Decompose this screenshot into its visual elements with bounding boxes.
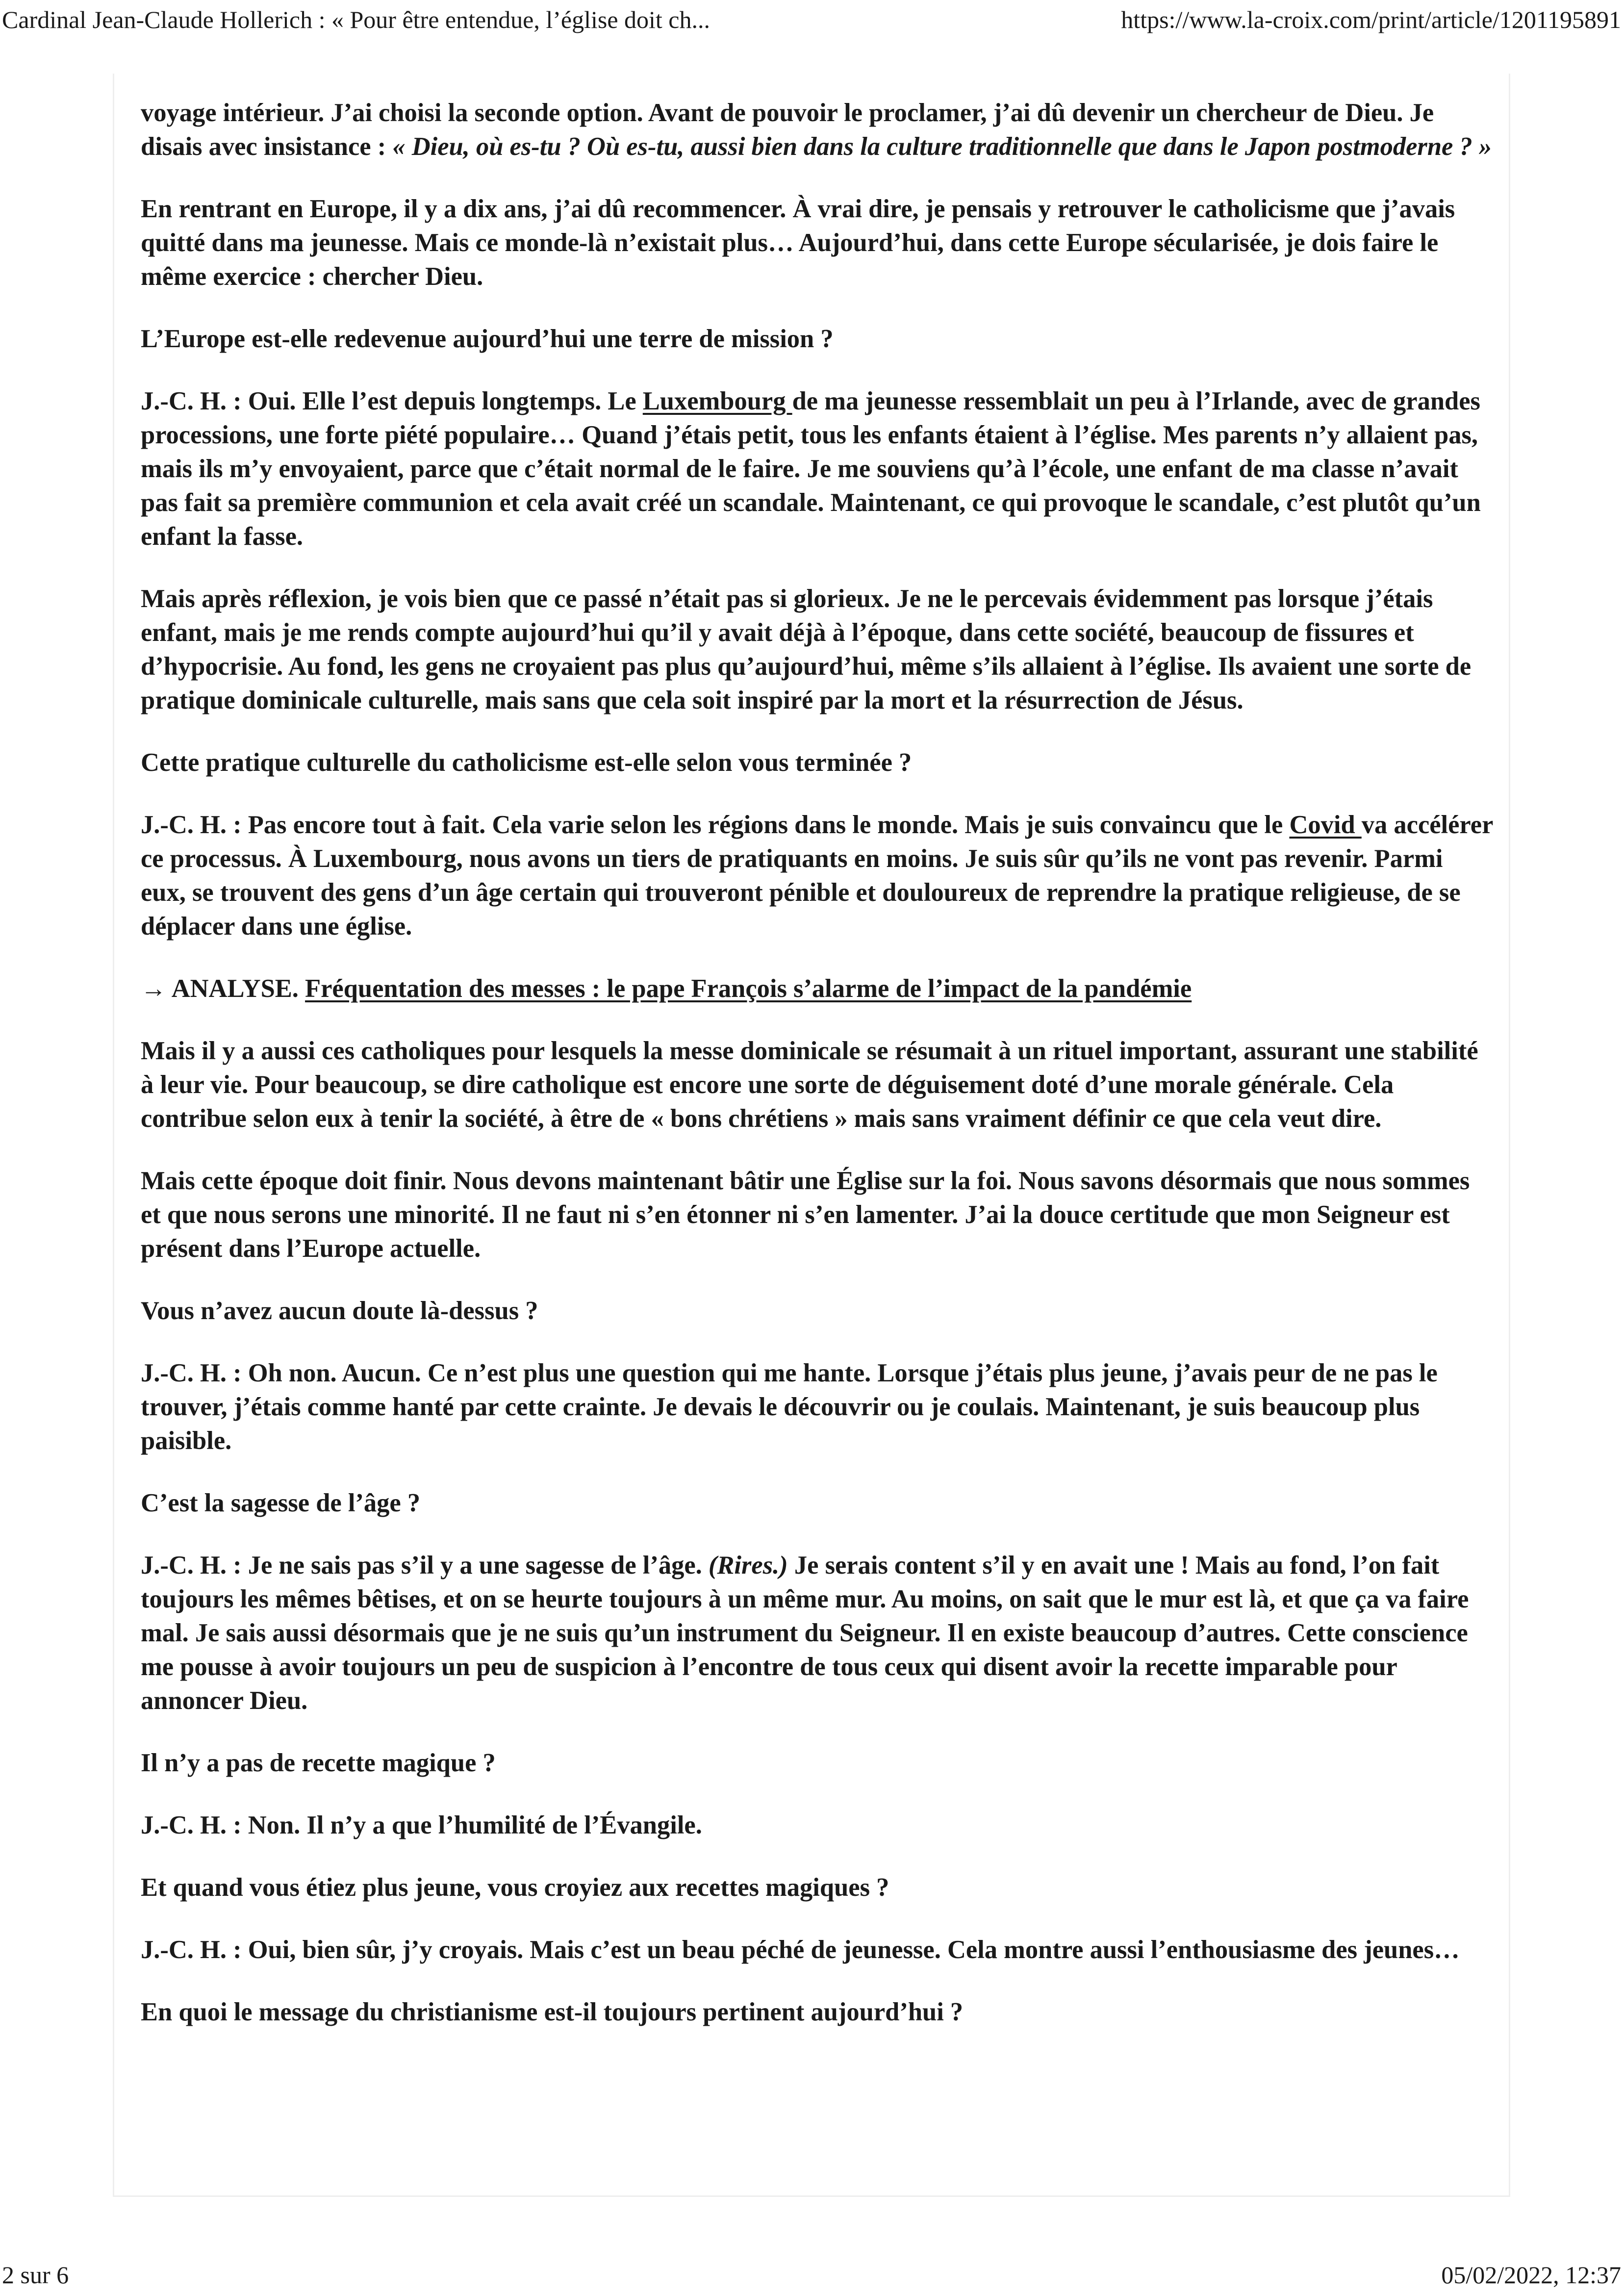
paragraph: Mais il y a aussi ces catholiques pour lesquels la messe dominicale se résumait à un rituel important, assurant une stabilité à leur vie. Pour beaucoup, se dire catholique est encore une sorte de déguisement doté d’une morale générale. Cela contribue selon eux à tenir la société, à être de « bons chrétiens » mais sans vraiment définir ce que cela veut dire.	[141, 1037, 1478, 1133]
paragraph-text: Je serais content s’il y en avait une ! Mais au fond, l’on fait toujours les mêmes bêtises, et on se heurte toujours à un même mur. Au moins, on sait que le mur est là, et que ça va faire mal. Je sais aussi désormais que je ne suis qu’un instrument du Seigneur. Il en existe beaucoup d’autres. Cette conscience me pousse à avoir toujours un peu de suspicion à l’encontre de tous ceux qui disent avoir la recette imparable pour annoncer Dieu.	[141, 1551, 1469, 1715]
interview-question: Et quand vous étiez plus jeune, vous croyiez aux recettes magiques ?	[141, 1873, 889, 1902]
article-body	[141, 96, 1494, 2058]
page-url: https://www.la-croix.com/print/article/1201195891	[1121, 6, 1621, 33]
paragraph: J.-C. H. : Oh non. Aucun. Ce n’est plus une question qui me hante. Lorsque j’étais plus jeune, j’avais peur de ne pas le trouver, j’étais comme hanté par cette crainte. Je devais le découvrir ou je coulais. Maintenant, je suis beaucoup plus paisible.	[141, 1359, 1438, 1455]
paragraph: J.-C. H. : Oui, bien sûr, j’y croyais. Mais c’est un beau péché de jeunesse. Cela montre aussi l’enthousiasme des jeunes…	[141, 1936, 1460, 1964]
paragraph	[141, 96, 1494, 164]
page-number: 2 sur 6	[2, 2261, 69, 2289]
paragraph-text: J.-C. H. : Oui. Elle l’est depuis longtemps. Le	[141, 387, 643, 415]
print-header	[0, 0, 1624, 44]
italic-quote: « Dieu, où es-tu ? Où es-tu, aussi bien dans la culture traditionnelle que dans le Japon postmoderne ? »	[392, 132, 1492, 161]
analyse-prefix: → ANALYSE.	[141, 974, 305, 1003]
interview-question: En quoi le message du christianisme est-il toujours pertinent aujourd’hui ?	[141, 1998, 964, 2026]
paragraph-text: J.-C. H. : Je ne sais pas s’il y a une sagesse de l’âge.	[141, 1551, 709, 1580]
link-analyse-article[interactable]: Fréquentation des messes : le pape François s’alarme de l’impact de la pandémie	[305, 974, 1192, 1003]
paragraph: En rentrant en Europe, il y a dix ans, j’ai dû recommencer. À vrai dire, je pensais y retrouver le catholicisme que j’avais quitté dans ma jeunesse. Mais ce monde-là n’existait plus… Aujourd’hui, dans cette Europe sécularisée, je dois faire le même exercice : chercher Dieu.	[141, 195, 1455, 291]
italic-aside: (Rires.)	[708, 1551, 788, 1580]
paragraph: J.-C. H. : Non. Il n’y a que l’humilité de l’Évangile.	[141, 1811, 702, 1839]
paragraph-text: va accélérer ce processus. À Luxembourg, nous avons un tiers de pratiquants en moins. Je suis sûr qu’ils ne vont pas revenir. Parmi eux, se trouvent des gens d’un âge certain qui trouveront pénible et douloureux de reprendre la pratique religieuse, de se déplacer dans une église.	[141, 811, 1493, 941]
analyse-paragraph	[141, 972, 1494, 1006]
paragraph-text: J.-C. H. : Pas encore tout à fait. Cela varie selon les régions dans le monde. Mais je suis convaincu que le	[141, 811, 1290, 839]
page-title: Cardinal Jean-Claude Hollerich : « Pour être entendue, l’église doit ch...	[2, 6, 710, 33]
print-footer	[0, 2256, 1624, 2294]
paragraph: Mais cette époque doit finir. Nous devons maintenant bâtir une Église sur la foi. Nous savons désormais que nous sommes et que nous serons une minorité. Il ne faut ni s’en étonner ni s’en lamenter. J’ai la douce certitude que mon Seigneur est présent dans l’Europe actuelle.	[141, 1167, 1470, 1263]
print-datetime: 05/02/2022, 12:37	[1441, 2261, 1621, 2289]
paragraph	[141, 808, 1494, 943]
interview-question: Il n’y a pas de recette magique ?	[141, 1749, 496, 1777]
link-luxembourg[interactable]: Luxembourg	[642, 387, 792, 415]
interview-question: Cette pratique culturelle du catholicisme est-elle selon vous terminée ?	[141, 748, 912, 777]
interview-question: L’Europe est-elle redevenue aujourd’hui une terre de mission ?	[141, 325, 834, 353]
paragraph-text: de ma jeunesse ressemblait un peu à l’Irlande, avec de grandes processions, une forte piété populaire… Quand j’étais petit, tous les enfants étaient à l’église. Mes parents n’y allaient pas, mais ils m’y envoyaient, parce que c’était normal de le faire. Je me souviens qu’à l’école, une enfant de ma classe n’avait pas fait sa première communion et cela avait créé un scandale. Maintenant, ce qui provoque le scandale, c’est plutôt qu’un enfant la fasse.	[141, 387, 1481, 551]
paragraph	[141, 1549, 1494, 1718]
interview-question: Vous n’avez aucun doute là-dessus ?	[141, 1297, 538, 1325]
paragraph-text: voyage intérieur. J’ai choisi la seconde option. Avant de pouvoir le proclamer, j’ai dû devenir un chercheur de Dieu. Je disais avec insistance :	[141, 99, 1434, 161]
interview-question: C’est la sagesse de l’âge ?	[141, 1489, 421, 1517]
paragraph: Mais après réflexion, je vois bien que ce passé n’était pas si glorieux. Je ne le percevais évidemment pas lorsque j’étais enfant, mais je me rends compte aujourd’hui qu’il y avait déjà à l’époque, dans cette société, beaucoup de fissures et d’hypocrisie. Au fond, les gens ne croyaient pas plus qu’aujourd’hui, même s’ils allaient à l’église. Ils avaient une sorte de pratique dominicale culturelle, mais sans que cela soit inspiré par la mort et la résurrection de Jésus.	[141, 585, 1472, 714]
link-covid[interactable]: Covid	[1289, 811, 1362, 839]
paragraph	[141, 384, 1494, 554]
